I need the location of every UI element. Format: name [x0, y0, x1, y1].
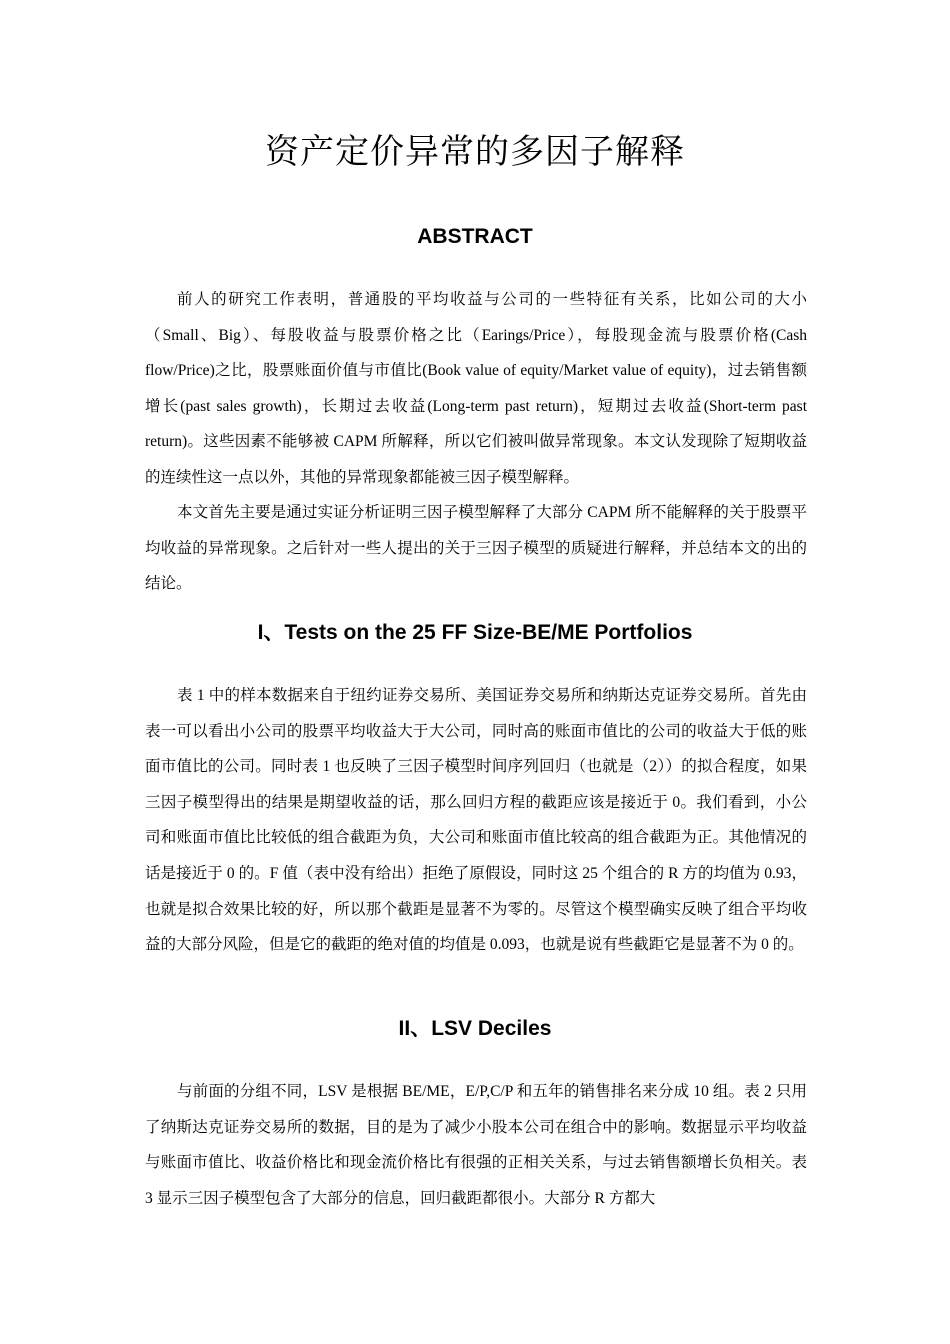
section-1-paragraph: 表 1 中的样本数据来自于纽约证券交易所、美国证券交易所和纳斯达克证券交易所。首先由表一可以看出小公司的股票平均收益大于大公司，同时高的账面市值比的公司的收益大于低的账面市值比的公司。同时表 1 也反映了三因子模型时间序列回归（也就是（2））的拟合程度，如果三因子模型得出的结果是期望收益的话，那么回归方程的截距应该是接近于 0。我们看到，小公司和账面市值比比较低的组合截距为负，大公司和账面市值比较高的组合截距为正。其他情况的话是接近于 0 的。F 值（表中没有给出）拒绝了原假设，同时这 25 个组合的 R 方的均值为 0.93，也就是拟合效果比较的好，所以那个截距是显著不为零的。尽管这个模型确实反映了组合平均收益的大部分风险，但是它的截距的绝对值的均值是 0.093，也就是说有些截距它是显著不为 0 的。	[145, 687, 807, 954]
section-2-paragraph: 与前面的分组不同，LSV 是根据 BE/ME，E/P,C/P 和五年的销售排名来分成 10 组。表 2 只用了纳斯达克证券交易所的数据，目的是为了减少小股本公司在组合中的影响。数据显示平均收益与账面市值比、收益价格比和现金流价格比有很强的正相关关系，与过去销售额增长负相关。表 3 显示三因子模型包含了大部分的信息，回归截距都很小。大部分 R 方都大	[145, 1083, 807, 1207]
document-title: 资产定价异常的多因子解释	[265, 132, 685, 172]
abstract-paragraph-1: 前人的研究工作表明，普通股的平均收益与公司的一些特征有关系，比如公司的大小（Small、Big）、每股收益与股票价格之比（Earings/Price），每股现金流与股票价格(Cash flow/Price)之比，股票账面价值与市值比(Book value of equity/Market value of equity)，过去销售额增长(past sales growth)，长期过去收益(Long-term past return)，短期过去收益(Short-term past return)。这些因素不能够被 CAPM 所解释，所以它们被叫做异常现象。本文认发现除了短期收益的连续性这一点以外，其他的异常现象都能被三因子模型解释。	[145, 291, 807, 486]
section-2-heading: II、LSV Deciles	[398, 1017, 552, 1040]
abstract-heading: ABSTRACT	[417, 225, 533, 248]
section-1-heading: I、Tests on the 25 FF Size-BE/ME Portfolios	[257, 621, 693, 644]
abstract-paragraph-2: 本文首先主要是通过实证分析证明三因子模型解释了大部分 CAPM 所不能解释的关于股票平均收益的异常现象。之后针对一些人提出的关于三因子模型的质疑进行解释，并总结本文的出的结论。	[145, 504, 807, 593]
